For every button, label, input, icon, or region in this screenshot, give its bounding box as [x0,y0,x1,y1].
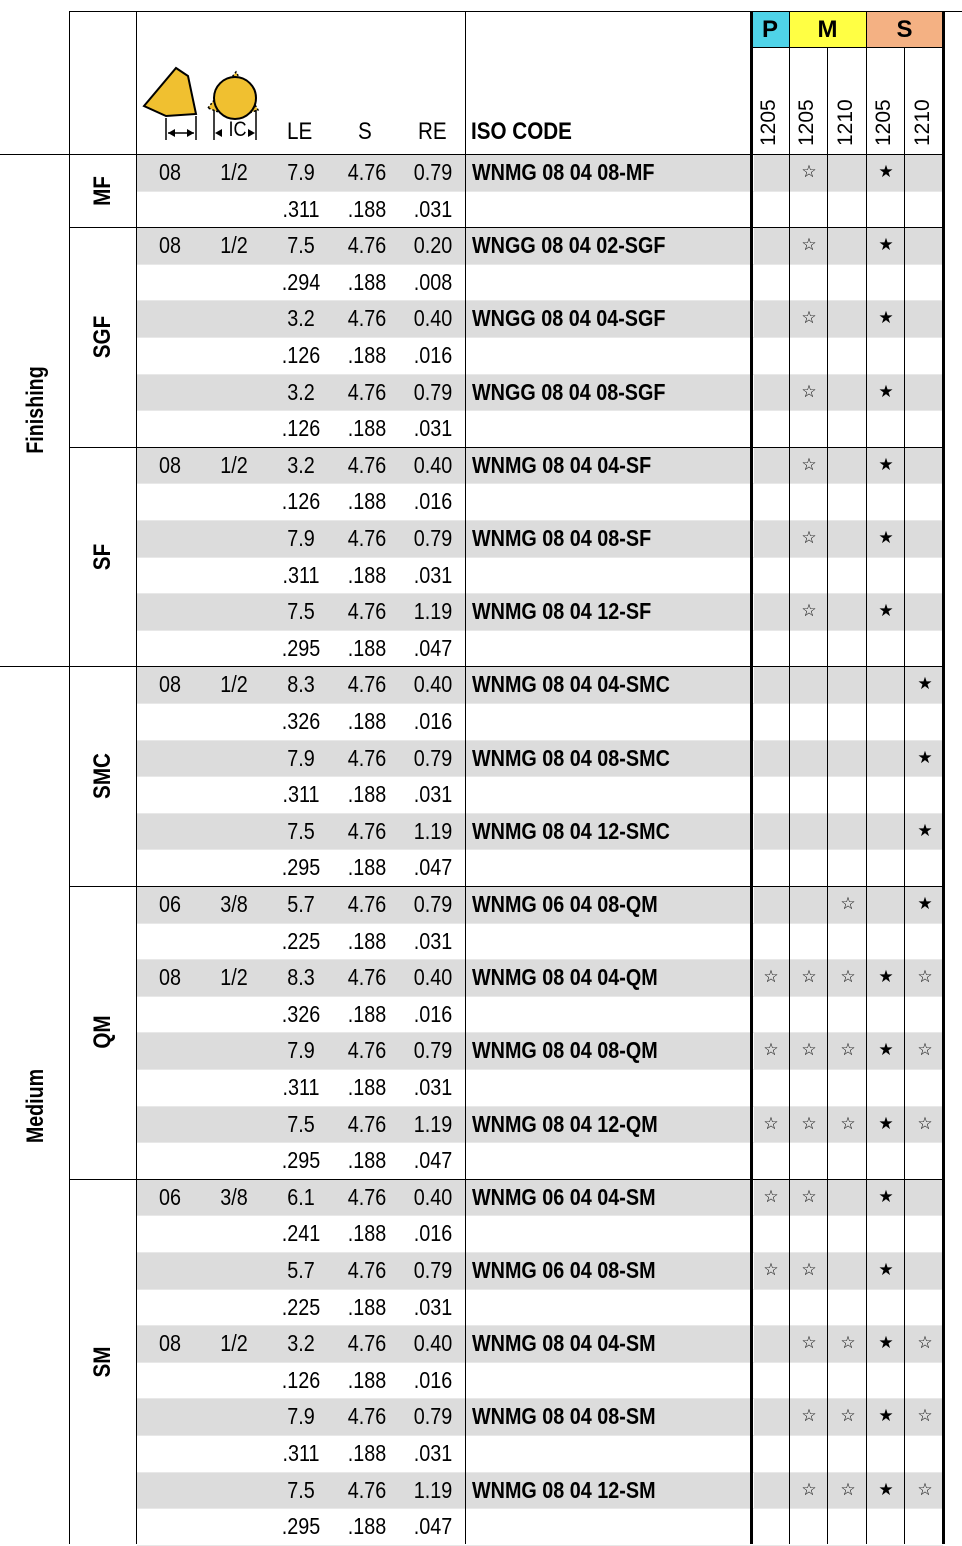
s-inch-value: .188 [347,195,387,222]
size-value: 08 [158,964,182,991]
s-inch-value: .188 [347,1366,387,1393]
s-value: 4.76 [347,525,387,551]
group-label: QM [89,1015,116,1050]
re-inch-value: .031 [413,1293,453,1320]
row-shade-marks [754,520,943,557]
outline-star-icon: ☆ [917,1113,933,1134]
re-value: 0.40 [413,451,453,478]
re-value: 1.19 [413,1110,453,1137]
outline-star-icon: ☆ [917,1040,933,1061]
filled-star-icon: ★ [878,1186,894,1207]
s-value: 4.76 [347,1110,387,1137]
iso-code: WNGG 08 04 04-SGF [472,305,666,332]
s-value: 4.76 [347,1037,387,1064]
s-inch-value: .188 [347,634,387,661]
iso-code: WNMG 08 04 04-SF [472,451,652,478]
re-value: 0.79 [413,159,453,185]
outline-star-icon: ☆ [917,967,933,988]
le-value: 7.9 [287,525,315,551]
le-inch-value: .295 [281,1147,321,1174]
ic-value: 1/2 [220,451,248,478]
iso-code: WNMG 08 04 12-SF [472,598,652,625]
filled-star-icon: ★ [878,528,894,548]
outline-star-icon: ☆ [840,894,856,914]
filled-star-icon: ★ [917,820,933,841]
outline-star-icon: ☆ [917,1406,933,1427]
row-line [137,776,943,777]
outline-star-icon: ☆ [763,1113,779,1134]
section-label: Finishing [22,366,49,454]
s-value: 4.76 [347,891,387,917]
re-inch-value: .031 [413,1074,453,1100]
outline-star-icon: ☆ [763,1186,779,1207]
re-inch-value: .031 [413,415,453,442]
le-inch-value: .326 [281,1000,321,1027]
s-inch-value: .188 [347,1000,387,1027]
outline-star-icon: ☆ [801,528,817,548]
header-iso-code: ISO CODE [471,118,572,145]
row-line [137,849,943,850]
s-value: 4.76 [347,1257,387,1283]
iso-code: WNMG 06 04 08-SM [472,1257,656,1283]
s-value: 4.76 [347,744,387,771]
outline-star-icon: ☆ [917,1333,933,1354]
row-line [137,1142,943,1143]
re-value: 0.79 [413,744,453,771]
ic-value: 3/8 [220,1183,248,1210]
filled-star-icon: ★ [878,454,894,475]
row-line [137,1289,943,1290]
row-shade-marks [754,374,943,411]
filled-star-icon: ★ [878,162,894,182]
le-value: 7.5 [287,817,315,844]
le-value: 8.3 [287,671,315,698]
re-inch-value: .031 [413,927,453,954]
filled-star-icon: ★ [878,381,894,402]
row-line [137,557,943,558]
le-inch-value: .294 [281,268,321,295]
le-value: 6.1 [287,1183,315,1210]
iso-code: WNMG 08 04 12-SM [472,1476,656,1503]
iso-code: WNGG 08 04 02-SGF [472,232,666,259]
row-line [137,1362,943,1363]
re-inch-value: .031 [413,195,453,222]
le-value: 7.9 [287,744,315,771]
ic-value: 1/2 [220,159,248,185]
re-inch-value: .016 [413,488,453,515]
s-value: 4.76 [347,305,387,332]
re-value: 0.40 [413,964,453,991]
s-value: 4.76 [347,159,387,185]
s-value: 4.76 [347,1476,387,1503]
row-shade-marks [754,447,943,484]
grade-label: 1205 [757,99,780,146]
le-inch-value: .126 [281,488,321,515]
filled-star-icon: ★ [917,747,933,768]
outline-star-icon: ☆ [840,1040,856,1061]
le-inch-value: .126 [281,342,321,368]
material-m: M [789,12,866,47]
grade-label: 1210 [911,99,934,146]
s-inch-value: .188 [347,342,387,368]
le-inch-value: .295 [281,634,321,661]
iso-code: WNMG 08 04 08-SF [472,525,652,551]
outline-star-icon: ☆ [801,235,817,256]
col-line-group [69,11,70,1544]
iso-code: WNMG 08 04 08-SM [472,1403,656,1430]
filled-star-icon: ★ [878,235,894,256]
row-line [137,337,943,338]
filled-star-icon: ★ [878,308,894,329]
filled-star-icon: ★ [917,894,933,914]
material-p: P [751,12,789,47]
filled-star-icon: ★ [878,1333,894,1354]
le-value: 7.5 [287,1476,315,1503]
re-value: 0.40 [413,1330,453,1357]
s-inch-value: .188 [347,1147,387,1174]
ic-value: 1/2 [220,1330,248,1357]
filled-star-icon: ★ [878,601,894,622]
row-shade-marks [754,300,943,337]
group-label: MF [89,175,116,206]
le-value: 7.9 [287,159,315,185]
re-inch-value: .016 [413,1366,453,1393]
re-value: 0.40 [413,1183,453,1210]
le-value: 8.3 [287,964,315,991]
ic-value: 1/2 [220,232,248,259]
header-top-line [70,11,751,12]
outline-star-icon: ☆ [840,1479,856,1500]
outline-star-icon: ☆ [763,967,779,988]
iso-code: WNGG 08 04 08-SGF [472,378,666,405]
le-value: 7.9 [287,1037,315,1064]
le-inch-value: .311 [282,1440,320,1466]
outline-star-icon: ☆ [801,1260,817,1280]
re-value: 0.79 [413,1403,453,1430]
outline-star-icon: ☆ [763,1260,779,1280]
re-inch-value: .016 [413,708,453,734]
iso-code: WNMG 06 04 04-SM [472,1183,656,1210]
s-inch-value: .188 [347,561,387,588]
iso-code: WNMG 08 04 08-SMC [472,744,670,771]
row-line [137,1215,943,1216]
le-inch-value: .295 [281,854,321,881]
outline-star-icon: ☆ [801,381,817,402]
re-inch-value: .047 [413,1513,453,1540]
s-value: 4.76 [347,1403,387,1430]
s-inch-value: .188 [347,1220,387,1247]
re-value: 1.19 [413,817,453,844]
outline-star-icon: ☆ [840,1333,856,1354]
row-line [137,483,943,484]
le-value: 7.9 [287,1403,315,1430]
row-line [137,923,943,924]
s-value: 4.76 [347,1330,387,1357]
size-value: 08 [158,671,182,698]
s-inch-value: .188 [347,781,387,808]
re-inch-value: .047 [413,634,453,661]
size-value: 08 [158,451,182,478]
row-shade-marks [754,593,943,630]
outline-star-icon: ☆ [801,1040,817,1061]
ic-value: 1/2 [220,964,248,991]
re-inch-value: .031 [413,1440,453,1466]
re-value: 0.79 [413,525,453,551]
re-value: 0.79 [413,378,453,405]
re-value: 0.79 [413,1037,453,1064]
re-value: 0.79 [413,1257,453,1283]
le-inch-value: .311 [282,195,320,222]
iso-code: WNMG 08 04 12-SMC [472,817,670,844]
le-value: 5.7 [287,891,315,917]
re-inch-value: .047 [413,1147,453,1174]
s-value: 4.76 [347,378,387,405]
col-line-end [942,11,945,1544]
s-inch-value: .188 [347,1513,387,1540]
s-inch-value: .188 [347,854,387,881]
le-inch-value: .126 [281,415,321,442]
outline-star-icon: ☆ [801,1113,817,1134]
row-line [137,410,943,411]
s-inch-value: .188 [347,268,387,295]
filled-star-icon: ★ [878,1479,894,1500]
s-value: 4.76 [347,817,387,844]
outline-star-icon: ☆ [840,967,856,988]
re-inch-value: .047 [413,854,453,881]
section-label: Medium [22,1068,49,1143]
outline-star-icon: ☆ [801,454,817,475]
ic-value: 1/2 [220,671,248,698]
outline-star-icon: ☆ [801,1186,817,1207]
s-value: 4.76 [347,598,387,625]
le-inch-value: .311 [282,561,320,588]
re-inch-value: .016 [413,1000,453,1027]
material-bottom-line [751,47,943,48]
iso-code: WNMG 08 04 04-SM [472,1330,656,1357]
le-inch-value: .311 [282,781,320,808]
col-line-size [136,11,137,1544]
row-line [137,191,943,192]
s-inch-value: .188 [347,1440,387,1466]
filled-star-icon: ★ [878,1113,894,1134]
outline-star-icon: ☆ [801,1406,817,1427]
iso-code: WNMG 08 04 08-MF [472,159,655,185]
s-value: 4.76 [347,1183,387,1210]
iso-code: WNMG 08 04 04-QM [472,964,658,991]
group-label: SM [89,1346,116,1378]
iso-code: WNMG 06 04 08-QM [472,891,658,917]
ic-value: 3/8 [220,891,248,917]
s-value: 4.76 [347,451,387,478]
col-line-code [465,11,466,1544]
col-line-s2 [904,47,905,1544]
group-label: SF [89,543,116,570]
s-value: 4.76 [347,232,387,259]
s-value: 4.76 [347,964,387,991]
row-line [137,703,943,704]
grade-label: 1205 [872,99,895,146]
outline-star-icon: ☆ [917,1479,933,1500]
col-line-m2 [827,47,828,1544]
s-inch-value: .188 [347,415,387,442]
col-line-materials [750,11,753,1544]
le-inch-value: .326 [281,708,321,734]
header-le: LE [287,118,313,145]
size-value: 08 [158,159,182,185]
s-inch-value: .188 [347,927,387,954]
material-s: S [866,12,943,47]
re-value: 0.79 [413,891,453,917]
iso-code: WNMG 08 04 08-QM [472,1037,658,1064]
grade-label: 1205 [795,99,818,146]
filled-star-icon: ★ [878,1260,894,1280]
row-line [137,1069,943,1070]
group-label: SGF [89,315,116,359]
header-re: RE [418,118,447,145]
outline-star-icon: ☆ [801,601,817,622]
re-inch-value: .016 [413,342,453,368]
size-value: 08 [158,232,182,259]
s-inch-value: .188 [347,488,387,515]
le-inch-value: .311 [282,1074,320,1100]
le-value: 3.2 [287,378,315,405]
trigon-length-icon [144,68,196,140]
le-value: 3.2 [287,451,315,478]
le-inch-value: .295 [281,1513,321,1540]
le-value: 7.5 [287,1110,315,1137]
size-value: 06 [158,1183,182,1210]
row-line [137,1435,943,1436]
le-inch-value: .126 [281,1366,321,1393]
le-inch-value: .241 [281,1220,321,1247]
ic-label: IC [228,118,247,141]
s-inch-value: .188 [347,1293,387,1320]
outline-star-icon: ☆ [801,1333,817,1354]
filled-star-icon: ★ [878,1040,894,1061]
re-value: 1.19 [413,1476,453,1503]
re-value: 1.19 [413,598,453,625]
group-label: SMC [89,753,116,800]
filled-star-icon: ★ [917,674,933,695]
header-s: S [358,118,372,145]
outline-star-icon: ☆ [763,1040,779,1061]
header-top-line-right [751,11,962,12]
outline-star-icon: ☆ [801,308,817,329]
iso-code: WNMG 08 04 04-SMC [472,671,670,698]
le-inch-value: .225 [281,927,321,954]
re-inch-value: .031 [413,781,453,808]
filled-star-icon: ★ [878,1406,894,1427]
row-line [137,630,943,631]
le-value: 3.2 [287,1330,315,1357]
s-inch-value: .188 [347,1074,387,1100]
row-line [137,264,943,265]
outline-star-icon: ☆ [801,967,817,988]
grade-label: 1210 [834,99,857,146]
le-value: 5.7 [287,1257,315,1283]
s-inch-value: .188 [347,708,387,734]
re-inch-value: .008 [413,268,453,295]
re-inch-value: .031 [413,561,453,588]
le-inch-value: .225 [281,1293,321,1320]
outline-star-icon: ☆ [801,162,817,182]
re-value: 0.20 [413,232,453,259]
outline-star-icon: ☆ [801,1479,817,1500]
size-value: 06 [158,891,182,917]
iso-code: WNMG 08 04 12-QM [472,1110,658,1137]
s-value: 4.76 [347,671,387,698]
row-line [137,1508,943,1509]
le-value: 3.2 [287,305,315,332]
le-value: 7.5 [287,232,315,259]
filled-star-icon: ★ [878,967,894,988]
row-shade-marks [754,154,943,191]
outline-star-icon: ☆ [840,1406,856,1427]
row-shade-marks [754,227,943,264]
re-value: 0.40 [413,305,453,332]
row-line [137,996,943,997]
outline-star-icon: ☆ [840,1113,856,1134]
le-value: 7.5 [287,598,315,625]
re-value: 0.40 [413,671,453,698]
re-inch-value: .016 [413,1220,453,1247]
size-value: 08 [158,1330,182,1357]
